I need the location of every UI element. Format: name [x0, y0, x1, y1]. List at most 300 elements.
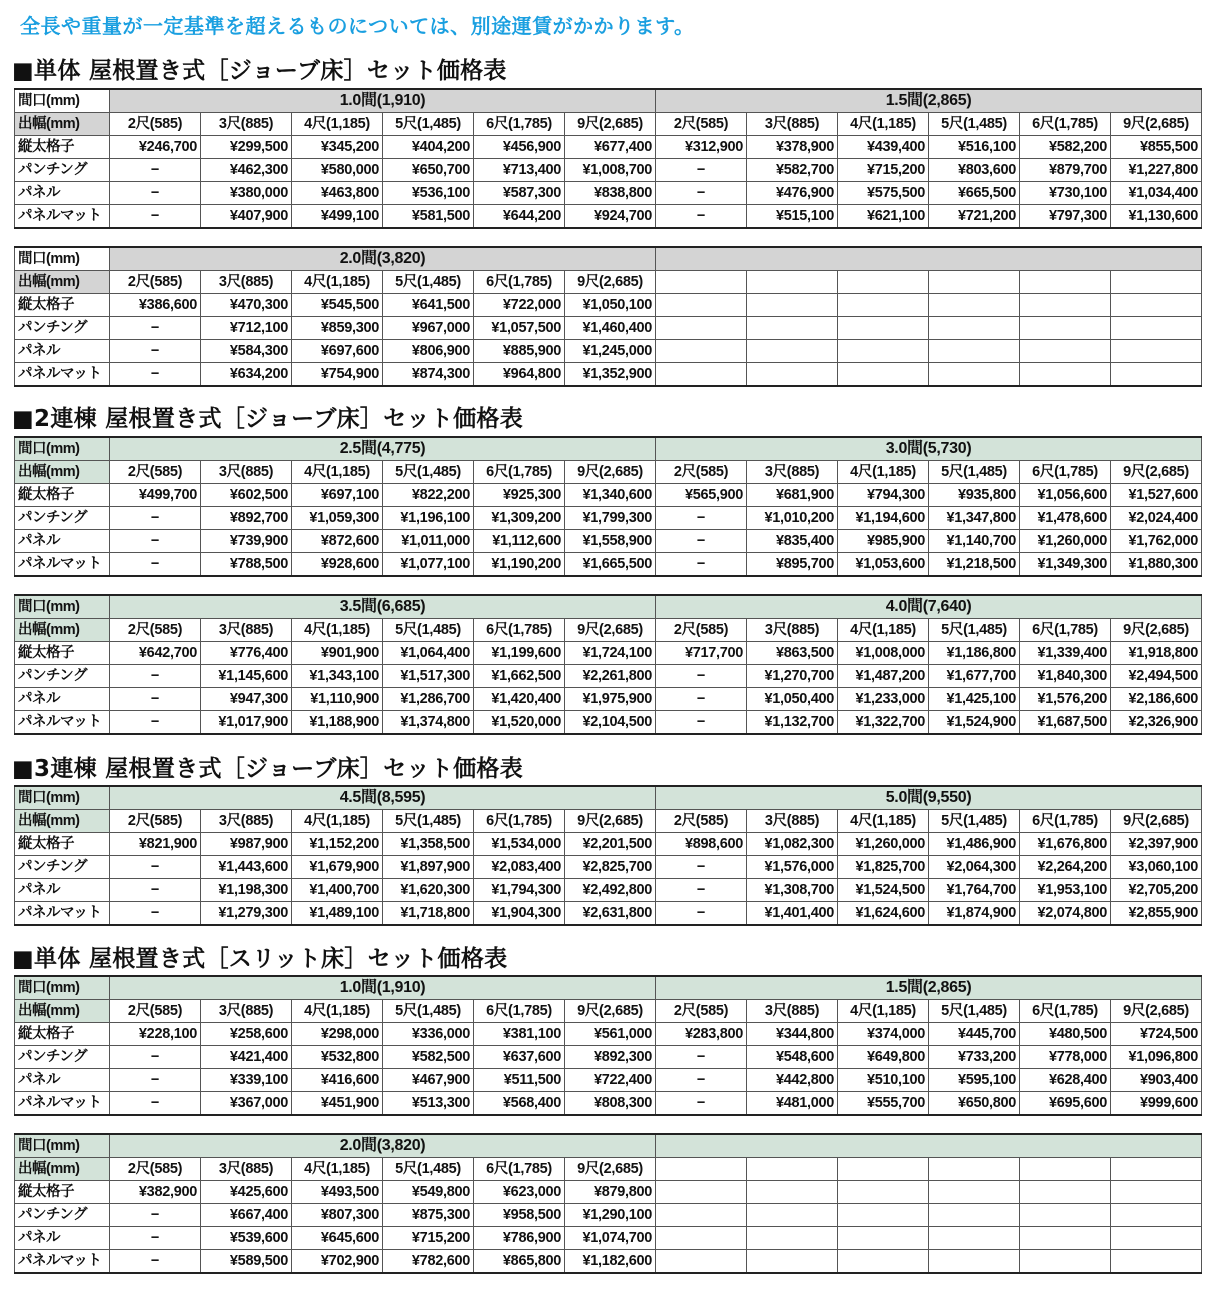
price-cell: −	[110, 340, 201, 363]
price-cell: ¥712,100	[201, 317, 292, 340]
price-cell: ¥1,064,400	[383, 642, 474, 665]
price-cell: ¥1,558,900	[565, 530, 656, 553]
maguchi-label: 間口(mm)	[15, 976, 110, 1000]
price-cell: ¥367,000	[201, 1092, 292, 1116]
dehaba-header: 6尺(1,785)	[1020, 113, 1111, 136]
price-cell: ¥246,700	[110, 136, 201, 159]
dehaba-header: 5尺(1,485)	[383, 461, 474, 484]
empty-cell	[1020, 363, 1111, 387]
price-cell: ¥895,700	[747, 553, 838, 577]
price-cell: ¥1,358,500	[383, 833, 474, 856]
price-cell: −	[110, 1092, 201, 1116]
price-cell: ¥462,300	[201, 159, 292, 182]
table-row	[15, 553, 1202, 577]
price-cell: ¥1,425,100	[929, 688, 1020, 711]
price-cell: ¥642,700	[110, 642, 201, 665]
price-cell: ¥1,057,500	[474, 317, 565, 340]
maguchi-value: 1.0間(1,910)	[110, 976, 656, 1000]
table-row	[15, 530, 1202, 553]
price-cell: ¥715,200	[838, 159, 929, 182]
price-cell: ¥499,700	[110, 484, 201, 507]
price-cell: ¥695,600	[1020, 1092, 1111, 1116]
price-cell: ¥807,300	[292, 1204, 383, 1227]
price-cell: ¥872,600	[292, 530, 383, 553]
dehaba-header: 4尺(1,185)	[838, 1000, 929, 1023]
row-label: パンチング	[15, 317, 110, 340]
price-cell: ¥1,624,600	[838, 902, 929, 926]
price-cell: ¥722,400	[565, 1069, 656, 1092]
price-cell: ¥582,200	[1020, 136, 1111, 159]
empty-cell	[1111, 1181, 1202, 1204]
price-cell: −	[656, 1069, 747, 1092]
empty-cell	[838, 340, 929, 363]
row-label: 縦太格子	[15, 484, 110, 507]
dehaba-label: 出幅(mm)	[15, 1000, 110, 1023]
price-cell: ¥439,400	[838, 136, 929, 159]
price-cell: ¥1,460,400	[565, 317, 656, 340]
price-cell: ¥822,200	[383, 484, 474, 507]
price-cell: ¥1,897,900	[383, 856, 474, 879]
dehaba-header: 4尺(1,185)	[292, 1000, 383, 1023]
empty-cell	[656, 271, 747, 294]
price-cell: ¥1,286,700	[383, 688, 474, 711]
price-cell: ¥416,600	[292, 1069, 383, 1092]
price-cell: ¥821,900	[110, 833, 201, 856]
price-cell: −	[656, 856, 747, 879]
row-label: パンチング	[15, 507, 110, 530]
price-cell: −	[110, 363, 201, 387]
price-cell: ¥1,322,700	[838, 711, 929, 735]
dehaba-header: 9尺(2,685)	[1111, 1000, 1202, 1023]
price-cell: ¥470,300	[201, 294, 292, 317]
dehaba-header: 6尺(1,785)	[1020, 461, 1111, 484]
price-cell: ¥697,100	[292, 484, 383, 507]
table-row	[15, 879, 1202, 902]
price-cell: ¥1,918,800	[1111, 642, 1202, 665]
row-label: パネル	[15, 688, 110, 711]
price-table	[14, 785, 1202, 926]
dehaba-header: 4尺(1,185)	[292, 1158, 383, 1181]
price-cell: ¥2,186,600	[1111, 688, 1202, 711]
price-cell: ¥1,130,600	[1111, 205, 1202, 229]
empty-cell	[656, 294, 747, 317]
price-cell: ¥2,074,800	[1020, 902, 1111, 926]
price-cell: ¥623,000	[474, 1181, 565, 1204]
table-row	[15, 182, 1202, 205]
dehaba-header: 2尺(585)	[110, 1000, 201, 1023]
table-row	[15, 856, 1202, 879]
price-cell: ¥641,500	[383, 294, 474, 317]
price-cell: ¥1,527,600	[1111, 484, 1202, 507]
price-cell: ¥621,100	[838, 205, 929, 229]
price-cell: ¥925,300	[474, 484, 565, 507]
empty-cell	[747, 317, 838, 340]
price-cell: ¥1,059,300	[292, 507, 383, 530]
empty-cell	[656, 1181, 747, 1204]
empty-cell	[747, 1227, 838, 1250]
price-cell: −	[110, 665, 201, 688]
dehaba-header: 6尺(1,785)	[474, 271, 565, 294]
table-row	[15, 340, 1202, 363]
price-cell: ¥1,443,600	[201, 856, 292, 879]
price-cell: ¥2,024,400	[1111, 507, 1202, 530]
price-cell: −	[110, 530, 201, 553]
dehaba-header: 6尺(1,785)	[474, 113, 565, 136]
price-cell: ¥344,800	[747, 1023, 838, 1046]
price-cell: ¥794,300	[838, 484, 929, 507]
dehaba-label: 出幅(mm)	[15, 1158, 110, 1181]
table-row	[15, 1181, 1202, 1204]
table-row	[15, 317, 1202, 340]
empty-cell	[1020, 1227, 1111, 1250]
empty-cell	[929, 271, 1020, 294]
empty-cell	[838, 1204, 929, 1227]
empty-cell	[929, 1181, 1020, 1204]
price-cell: ¥879,800	[565, 1181, 656, 1204]
table-row	[15, 1092, 1202, 1116]
price-cell: ¥677,400	[565, 136, 656, 159]
price-cell: ¥863,500	[747, 642, 838, 665]
empty-cell	[747, 1158, 838, 1181]
empty-cell	[656, 1158, 747, 1181]
price-table	[14, 88, 1202, 229]
price-table	[14, 975, 1202, 1116]
price-cell: ¥1,347,800	[929, 507, 1020, 530]
price-cell: ¥667,400	[201, 1204, 292, 1227]
price-cell: ¥733,200	[929, 1046, 1020, 1069]
empty-cell	[1111, 271, 1202, 294]
price-cell: ¥555,700	[838, 1092, 929, 1116]
maguchi-value: 1.5間(2,865)	[656, 89, 1202, 113]
price-table	[14, 246, 1202, 387]
dehaba-header: 3尺(885)	[747, 619, 838, 642]
dehaba-header-row	[15, 619, 1202, 642]
price-cell: ¥1,339,400	[1020, 642, 1111, 665]
price-cell: ¥568,400	[474, 1092, 565, 1116]
price-cell: ¥463,800	[292, 182, 383, 205]
section-title: ■2連棟 屋根置き式［ジョーブ床］セット価格表	[12, 406, 524, 432]
price-cell: ¥935,800	[929, 484, 1020, 507]
price-cell: ¥1,110,900	[292, 688, 383, 711]
dehaba-header: 2尺(585)	[656, 619, 747, 642]
row-label: パンチング	[15, 1204, 110, 1227]
price-cell: ¥1,182,600	[565, 1250, 656, 1274]
empty-cell	[1020, 294, 1111, 317]
price-cell: −	[656, 205, 747, 229]
price-cell: ¥1,764,700	[929, 879, 1020, 902]
price-cell: ¥715,200	[383, 1227, 474, 1250]
price-cell: ¥865,800	[474, 1250, 565, 1274]
price-cell: −	[110, 553, 201, 577]
price-cell: ¥985,900	[838, 530, 929, 553]
price-cell: ¥803,600	[929, 159, 1020, 182]
price-cell: −	[656, 159, 747, 182]
price-cell: ¥1,401,400	[747, 902, 838, 926]
table-row	[15, 665, 1202, 688]
price-cell: ¥298,000	[292, 1023, 383, 1046]
row-label: 縦太格子	[15, 642, 110, 665]
price-cell: ¥778,000	[1020, 1046, 1111, 1069]
price-cell: ¥258,600	[201, 1023, 292, 1046]
empty-cell	[1111, 1250, 1202, 1274]
price-cell: −	[110, 182, 201, 205]
price-cell: −	[110, 856, 201, 879]
price-cell: ¥3,060,100	[1111, 856, 1202, 879]
price-cell: ¥513,300	[383, 1092, 474, 1116]
empty-cell	[838, 317, 929, 340]
dehaba-header: 2尺(585)	[110, 810, 201, 833]
price-cell: ¥1,679,900	[292, 856, 383, 879]
dehaba-header: 6尺(1,785)	[474, 619, 565, 642]
row-label: パネルマット	[15, 902, 110, 926]
dehaba-header: 9尺(2,685)	[565, 1158, 656, 1181]
price-cell: ¥1,279,300	[201, 902, 292, 926]
dehaba-header-row	[15, 461, 1202, 484]
price-cell: −	[110, 507, 201, 530]
price-cell: ¥788,500	[201, 553, 292, 577]
price-cell: ¥1,825,700	[838, 856, 929, 879]
price-cell: ¥467,900	[383, 1069, 474, 1092]
row-label: パネルマット	[15, 1092, 110, 1116]
price-cell: ¥1,874,900	[929, 902, 1020, 926]
price-cell: ¥1,486,900	[929, 833, 1020, 856]
price-cell: −	[656, 688, 747, 711]
price-cell: ¥1,112,600	[474, 530, 565, 553]
dehaba-header: 3尺(885)	[201, 1158, 292, 1181]
price-cell: ¥797,300	[1020, 205, 1111, 229]
price-cell: ¥1,953,100	[1020, 879, 1111, 902]
empty-cell	[747, 1181, 838, 1204]
price-cell: ¥1,011,000	[383, 530, 474, 553]
price-cell: ¥587,300	[474, 182, 565, 205]
price-cell: ¥1,308,700	[747, 879, 838, 902]
price-cell: ¥536,100	[383, 182, 474, 205]
price-cell: ¥480,500	[1020, 1023, 1111, 1046]
price-cell: ¥1,576,000	[747, 856, 838, 879]
row-label: パネルマット	[15, 363, 110, 387]
table-row	[15, 136, 1202, 159]
price-cell: ¥1,478,600	[1020, 507, 1111, 530]
maguchi-label: 間口(mm)	[15, 595, 110, 619]
dehaba-header: 3尺(885)	[747, 461, 838, 484]
price-cell: ¥2,326,900	[1111, 711, 1202, 735]
price-cell: ¥892,700	[201, 507, 292, 530]
price-cell: ¥421,400	[201, 1046, 292, 1069]
price-cell: −	[110, 205, 201, 229]
table-row	[15, 902, 1202, 926]
price-cell: ¥575,500	[838, 182, 929, 205]
dehaba-header: 5尺(1,485)	[383, 619, 474, 642]
dehaba-header: 2尺(585)	[110, 113, 201, 136]
empty-cell	[1020, 271, 1111, 294]
price-cell: ¥407,900	[201, 205, 292, 229]
price-cell: ¥1,489,100	[292, 902, 383, 926]
dehaba-header: 5尺(1,485)	[929, 113, 1020, 136]
dehaba-header: 2尺(585)	[656, 810, 747, 833]
price-cell: ¥1,096,800	[1111, 1046, 1202, 1069]
price-cell: ¥2,083,400	[474, 856, 565, 879]
price-cell: ¥582,500	[383, 1046, 474, 1069]
price-cell: ¥2,855,900	[1111, 902, 1202, 926]
price-cell: ¥892,300	[565, 1046, 656, 1069]
empty-cell	[656, 1227, 747, 1250]
empty-cell	[929, 1250, 1020, 1274]
dehaba-header: 4尺(1,185)	[292, 461, 383, 484]
price-cell: ¥901,900	[292, 642, 383, 665]
price-cell: ¥336,000	[383, 1023, 474, 1046]
section-title: ■単体 屋根置き式［スリット床］セット価格表	[12, 946, 508, 972]
price-cell: ¥381,100	[474, 1023, 565, 1046]
maguchi-label: 間口(mm)	[15, 437, 110, 461]
maguchi-value: 2.0間(3,820)	[110, 247, 656, 271]
price-cell: ¥1,050,100	[565, 294, 656, 317]
empty-cell	[1020, 317, 1111, 340]
empty-cell	[656, 340, 747, 363]
price-cell: ¥1,008,000	[838, 642, 929, 665]
price-cell: ¥581,500	[383, 205, 474, 229]
price-cell: ¥1,132,700	[747, 711, 838, 735]
price-cell: ¥378,900	[747, 136, 838, 159]
maguchi-value: 4.5間(8,595)	[110, 786, 656, 810]
price-cell: ¥1,576,200	[1020, 688, 1111, 711]
empty-cell	[929, 1227, 1020, 1250]
price-cell: ¥754,900	[292, 363, 383, 387]
section-title: ■3連棟 屋根置き式［ジョーブ床］セット価格表	[12, 756, 524, 782]
price-cell: ¥299,500	[201, 136, 292, 159]
row-label: パネル	[15, 879, 110, 902]
empty-cell	[1111, 340, 1202, 363]
table-row	[15, 711, 1202, 735]
empty-cell	[1020, 1158, 1111, 1181]
dehaba-header: 3尺(885)	[201, 113, 292, 136]
price-cell: ¥425,600	[201, 1181, 292, 1204]
price-cell: ¥1,517,300	[383, 665, 474, 688]
dehaba-header: 6尺(1,785)	[1020, 810, 1111, 833]
row-label: 縦太格子	[15, 1023, 110, 1046]
price-cell: ¥1,077,100	[383, 553, 474, 577]
price-cell: ¥645,600	[292, 1227, 383, 1250]
maguchi-value: 1.5間(2,865)	[656, 976, 1202, 1000]
dehaba-header-row	[15, 810, 1202, 833]
price-cell: ¥386,600	[110, 294, 201, 317]
price-cell: ¥1,010,200	[747, 507, 838, 530]
price-cell: ¥1,017,900	[201, 711, 292, 735]
price-cell: ¥1,665,500	[565, 553, 656, 577]
maguchi-label: 間口(mm)	[15, 786, 110, 810]
price-cell: ¥697,600	[292, 340, 383, 363]
price-cell: ¥2,397,900	[1111, 833, 1202, 856]
dehaba-header: 4尺(1,185)	[838, 810, 929, 833]
row-label: パネル	[15, 340, 110, 363]
dehaba-header: 4尺(1,185)	[838, 113, 929, 136]
price-cell: ¥724,500	[1111, 1023, 1202, 1046]
price-table	[14, 436, 1202, 577]
price-cell: −	[656, 1092, 747, 1116]
price-cell: ¥875,300	[383, 1204, 474, 1227]
maguchi-value: 2.0間(3,820)	[110, 1134, 656, 1158]
row-label: パンチング	[15, 159, 110, 182]
price-cell: ¥548,600	[747, 1046, 838, 1069]
price-cell: ¥516,100	[929, 136, 1020, 159]
dehaba-header: 9尺(2,685)	[565, 461, 656, 484]
price-cell: ¥1,662,500	[474, 665, 565, 688]
price-cell: ¥1,270,700	[747, 665, 838, 688]
maguchi-label: 間口(mm)	[15, 247, 110, 271]
dehaba-label: 出幅(mm)	[15, 113, 110, 136]
row-label: パネル	[15, 530, 110, 553]
price-cell: ¥493,500	[292, 1181, 383, 1204]
empty-cell	[1111, 317, 1202, 340]
row-label: パネルマット	[15, 711, 110, 735]
dehaba-label: 出幅(mm)	[15, 271, 110, 294]
price-cell: ¥898,600	[656, 833, 747, 856]
table-row	[15, 688, 1202, 711]
price-cell: ¥1,718,800	[383, 902, 474, 926]
empty-cell	[929, 294, 1020, 317]
table-row	[15, 833, 1202, 856]
price-cell: ¥1,290,100	[565, 1204, 656, 1227]
price-cell: −	[110, 1204, 201, 1227]
table-row	[15, 1250, 1202, 1274]
dehaba-header: 3尺(885)	[747, 1000, 838, 1023]
price-cell: ¥681,900	[747, 484, 838, 507]
price-cell: ¥999,600	[1111, 1092, 1202, 1116]
price-cell: ¥339,100	[201, 1069, 292, 1092]
price-cell: ¥1,152,200	[292, 833, 383, 856]
dehaba-header: 4尺(1,185)	[838, 619, 929, 642]
price-cell: ¥1,309,200	[474, 507, 565, 530]
price-cell: ¥808,300	[565, 1092, 656, 1116]
price-cell: ¥511,500	[474, 1069, 565, 1092]
dehaba-header-row	[15, 1158, 1202, 1181]
dehaba-header: 2尺(585)	[110, 461, 201, 484]
row-label: パネルマット	[15, 205, 110, 229]
dehaba-header: 2尺(585)	[656, 461, 747, 484]
price-cell: −	[110, 1069, 201, 1092]
dehaba-header: 5尺(1,485)	[383, 1000, 474, 1023]
dehaba-header: 3尺(885)	[201, 810, 292, 833]
price-cell: ¥721,200	[929, 205, 1020, 229]
price-cell: ¥903,400	[1111, 1069, 1202, 1092]
dehaba-header: 5尺(1,485)	[929, 810, 1020, 833]
maguchi-value: 2.5間(4,775)	[110, 437, 656, 461]
price-cell: −	[110, 688, 201, 711]
table-row	[15, 363, 1202, 387]
row-label: 縦太格子	[15, 833, 110, 856]
maguchi-value: 3.0間(5,730)	[656, 437, 1202, 461]
dehaba-header: 5尺(1,485)	[383, 271, 474, 294]
maguchi-header-row	[15, 976, 1202, 1000]
price-cell: −	[656, 182, 747, 205]
empty-cell	[1020, 1250, 1111, 1274]
maguchi-value: 1.0間(1,910)	[110, 89, 656, 113]
row-label: 縦太格子	[15, 136, 110, 159]
price-cell: ¥1,400,700	[292, 879, 383, 902]
price-cell: ¥595,100	[929, 1069, 1020, 1092]
dehaba-header: 6尺(1,785)	[1020, 619, 1111, 642]
empty-cell	[1111, 363, 1202, 387]
price-cell: ¥650,800	[929, 1092, 1020, 1116]
shipping-notice: 全長や重量が一定基準を超えるものについては、別途運賃がかかります。	[20, 14, 695, 38]
empty-cell	[838, 1250, 929, 1274]
price-cell: ¥1,218,500	[929, 553, 1020, 577]
dehaba-header: 3尺(885)	[201, 461, 292, 484]
dehaba-label: 出幅(mm)	[15, 810, 110, 833]
price-cell: −	[656, 902, 747, 926]
maguchi-header-row	[15, 247, 1202, 271]
empty-cell	[838, 294, 929, 317]
price-cell: ¥1,534,000	[474, 833, 565, 856]
